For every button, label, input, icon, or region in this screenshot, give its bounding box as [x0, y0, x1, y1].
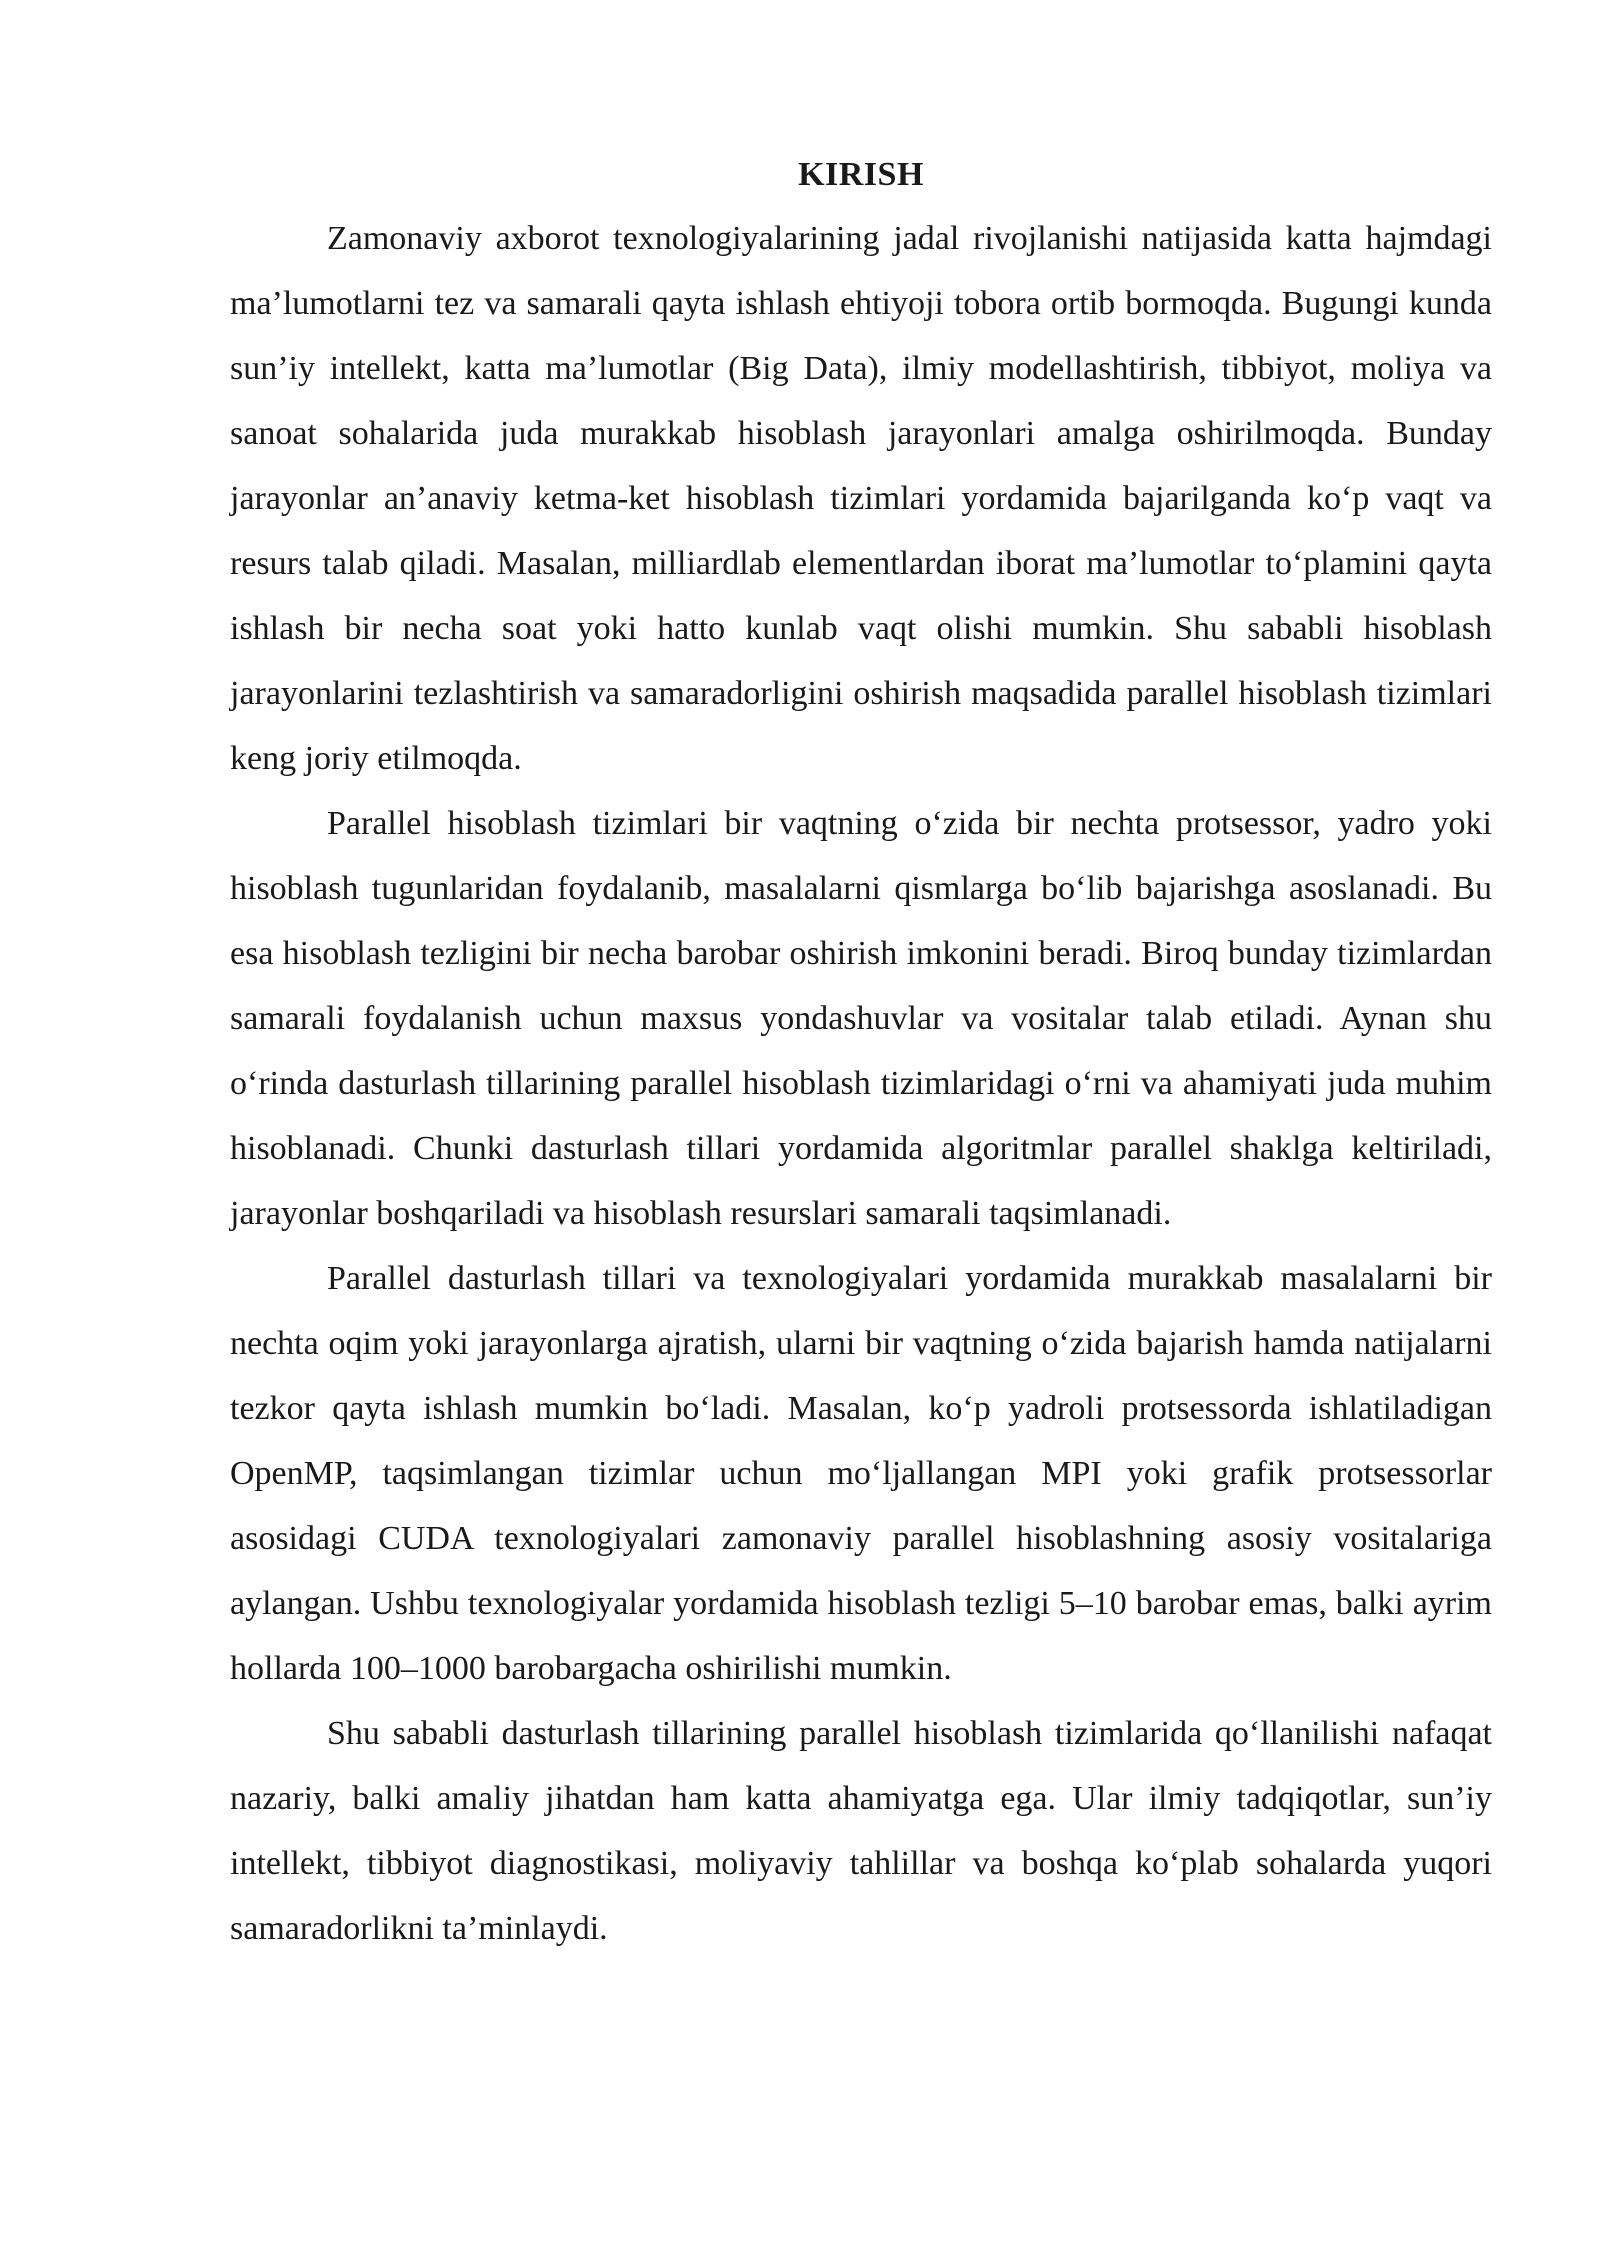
paragraph-1: Zamonaviy axborot texnologiyalarining jadal rivojlanishi natijasida katta hajmdagi ma’lumotlarni tez va samarali qayta ishlash ehtiyoji tobora ortib bormoqda. Bugungi kunda sun’iy intellekt, katta ma’lumotlar (Big Data), ilmiy modellashtirish, tibbiyot, moliya va sanoat sohalarida juda murakkab hisoblash jarayonlari amalga oshirilmoqda. Bunday jarayonlar an’anaviy ketma-ket hisoblash tizimlari yordamida bajarilganda ko‘p vaqt va resurs talab qiladi. Masalan, milliardlab elementlardan iborat ma’lumotlar to‘plamini qayta ishlash bir necha soat yoki hatto kunlab vaqt olishi mumkin. Shu sababli hisoblash jarayonlarini tezlashtirish va samaradorligini oshirish maqsadida parallel hisoblash tizimlari keng joriy etilmoqda. — [230, 220, 1492, 777]
page-title: KIRISH — [798, 156, 924, 193]
paragraph-3: Parallel dasturlash tillari va texnologiyalari yordamida murakkab masalalarni bir nechta oqim yoki jarayonlarga ajratish, ularni bir vaqtning o‘zida bajarish hamda natijalarni tezkor qayta ishlash mumkin bo‘ladi. Masalan, ko‘p yadroli protsessorda ishlatiladigan OpenMP, taqsimlangan tizimlar uchun mo‘ljallangan MPI yoki grafik protsessorlar asosidagi CUDA texnologiyalari zamonaviy parallel hisoblashning asosiy vositalariga aylangan. Ushbu texnologiyalar yordamida hisoblash tezligi 5–10 barobar emas, balki ayrim hollarda 100–1000 barobargacha oshirilishi mumkin. — [230, 1260, 1492, 1687]
paragraph-4: Shu sababli dasturlash tillarining parallel hisoblash tizimlarida qo‘llanilishi nafaqat nazariy, balki amaliy jihatdan ham katta ahamiyatga ega. Ular ilmiy tadqiqotlar, sun’iy intellekt, tibbiyot diagnostikasi, moliyaviy tahlillar va boshqa ko‘plab sohalarda yuqori samaradorlikni ta’minlaydi. — [230, 1715, 1492, 1947]
paragraph-2: Parallel hisoblash tizimlari bir vaqtning o‘zida bir nechta protsessor, yadro yoki hisoblash tugunlaridan foydalanib, masalalarni qismlarga bo‘lib bajarishga asoslanadi. Bu esa hisoblash tezligini bir necha barobar oshirish imkonini beradi. Biroq bunday tizimlardan samarali foydalanish uchun maxsus yondashuvlar va vositalar talab etiladi. Aynan shu o‘rinda dasturlash tillarining parallel hisoblash tizimlaridagi o‘rni va ahamiyati juda muhim hisoblanadi. Chunki dasturlash tillari yordamida algoritmlar parallel shaklga keltiriladi, jarayonlar boshqariladi va hisoblash resurslari samarali taqsimlanadi. — [230, 805, 1492, 1232]
document-body — [230, 144, 1492, 1961]
